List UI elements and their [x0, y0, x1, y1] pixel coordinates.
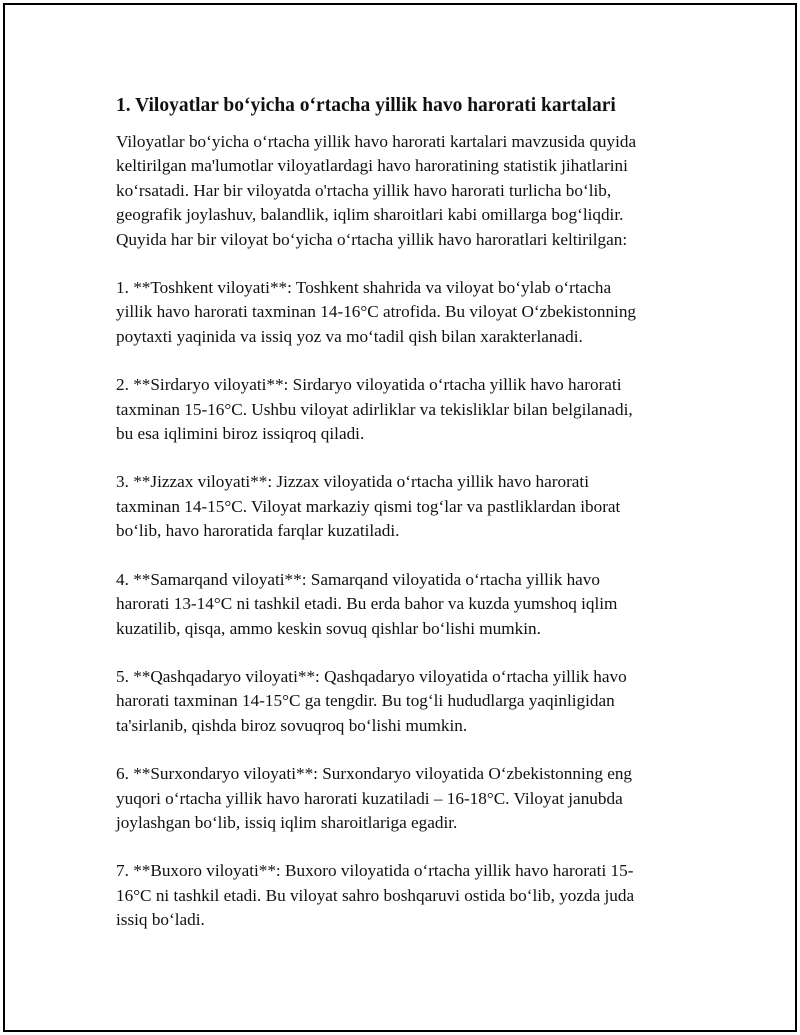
region-paragraph-sirdaryo [116, 373, 686, 446]
text-line: taxminan 15-16°C. Ushbu viloyat adirliklar va tekisliklar bilan belgilanadi, [116, 399, 633, 419]
region-paragraph-samarqand [116, 568, 686, 641]
text-line: Viloyatlar bo‘yicha o‘rtacha yillik havo harorati kartalari mavzusida quyida [116, 132, 637, 151]
text-line: kuzatilib, qisqa, ammo keskin sovuq qishlar bo‘lishi mumkin. [116, 618, 541, 638]
text-line: 6. **Surxondaryo viloyati**: Surxondaryo viloyatida O‘zbekistonning eng [116, 764, 633, 784]
text-line: joylashgan bo‘lib, issiq iqlim sharoitlariga egadir. [116, 812, 458, 832]
text-line: keltirilgan ma'lumotlar viloyatlardagi havo haroratining statistik jihatlarini [116, 156, 628, 176]
region-paragraph-surxondaryo [116, 762, 686, 835]
region-paragraph-qashqadaryo [116, 665, 686, 738]
region-paragraph-buxoro [116, 859, 686, 932]
text-line: 1. **Toshkent viloyati**: Toshkent shahrida va viloyat bo‘ylab o‘rtacha [116, 278, 612, 298]
text-line: 5. **Qashqadaryo viloyati**: Qashqadaryo viloyatida o‘rtacha yillik havo [116, 666, 627, 686]
text-line: ko‘rsatadi. Har bir viloyatda o'rtacha yillik havo harorati turlicha bo‘lib, [116, 180, 612, 200]
text-line: harorati taxminan 14-15°C ga tengdir. Bu tog‘li hududlarga yaqinligidan [116, 691, 615, 711]
text-line: 7. **Buxoro viloyati**: Buxoro viloyatida o‘rtacha yillik havo harorati 15- [116, 861, 634, 881]
text-line: ta'sirlanib, qishda biroz sovuqroq bo‘lishi mumkin. [116, 715, 468, 735]
intro-paragraph [116, 130, 686, 252]
text-line: Quyida har bir viloyat bo‘yicha o‘rtacha yillik havo haroratlari keltirilgan: [116, 229, 628, 249]
text-line: harorati 13-14°C ni tashkil etadi. Bu erda bahor va kuzda yumshoq iqlim [116, 594, 618, 614]
text-line: yillik havo harorati taxminan 14-16°C atrofida. Bu viloyat O‘zbekistonning [116, 302, 637, 322]
document-body [116, 93, 686, 957]
text-line: poytaxti yaqinida va issiq yoz va mo‘tadil qish bilan xarakterlanadi. [116, 326, 583, 346]
text-line: issiq bo‘ladi. [116, 910, 205, 930]
text-line: geografik joylashuv, balandlik, iqlim sharoitlari kabi omillarga bog‘liqdir. [116, 205, 624, 225]
document-heading: 1. Viloyatlar bo‘yicha o‘rtacha yillik havo harorati kartalari [116, 95, 616, 116]
text-line: 16°C ni tashkil etadi. Bu viloyat sahro boshqaruvi ostida bo‘lib, yozda juda [116, 885, 635, 905]
region-paragraph-jizzax [116, 470, 686, 543]
text-line: 3. **Jizzax viloyati**: Jizzax viloyatida o‘rtacha yillik havo harorati [116, 472, 589, 492]
text-line: bu esa iqlimini biroz issiqroq qiladi. [116, 424, 365, 444]
region-paragraph-toshkent [116, 276, 686, 349]
text-line: bo‘lib, havo haroratida farqlar kuzatiladi. [116, 521, 400, 541]
text-line: yuqori o‘rtacha yillik havo harorati kuzatiladi – 16-18°C. Viloyat janubda [116, 788, 623, 808]
text-line: taxminan 14-15°C. Viloyat markaziy qismi tog‘lar va pastliklardan iborat [116, 496, 621, 516]
text-line: 4. **Samarqand viloyati**: Samarqand viloyatida o‘rtacha yillik havo [116, 569, 600, 589]
text-line: 2. **Sirdaryo viloyati**: Sirdaryo viloyatida o‘rtacha yillik havo harorati [116, 375, 622, 395]
